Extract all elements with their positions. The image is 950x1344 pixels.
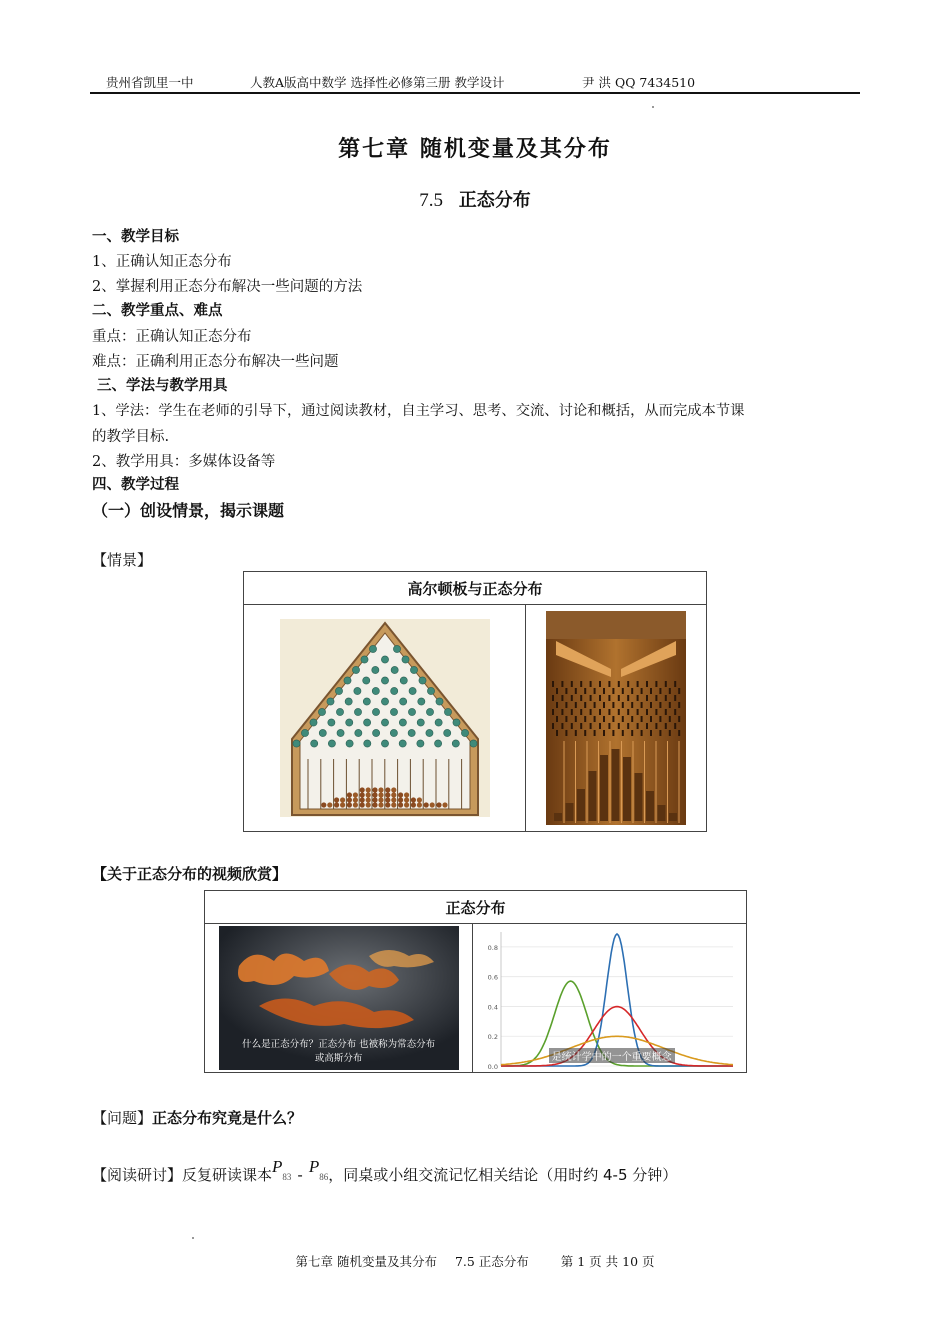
footer-section: 7.5 正态分布: [454, 1254, 529, 1269]
ball: [378, 797, 383, 802]
photo-peg: [674, 695, 676, 701]
galton-board-photo-icon: [546, 611, 686, 825]
photo-peg: [575, 702, 577, 708]
photo-peg: [594, 702, 596, 708]
peg: [416, 740, 423, 747]
photo-peg: [665, 709, 667, 715]
photo-peg: [552, 723, 554, 729]
ball: [391, 802, 396, 807]
video-subtitle-line-1: 什么是正态分布？正态分布 也被称为常态分布: [242, 1039, 436, 1050]
photo-peg: [627, 709, 629, 715]
peg: [372, 687, 379, 694]
y-tick-label: 0.6: [487, 973, 498, 982]
photo-peg: [627, 681, 629, 687]
ball: [352, 792, 357, 797]
footer-chapter: 第七章 随机变量及其分布: [295, 1254, 437, 1269]
photo-peg: [646, 681, 648, 687]
ball: [327, 802, 332, 807]
photo-peg: [674, 723, 676, 729]
photo-peg: [631, 716, 633, 722]
photo-peg: [562, 681, 564, 687]
photo-peg: [609, 695, 611, 701]
peg: [452, 740, 459, 747]
ball: [365, 802, 370, 807]
photo-peg: [618, 709, 620, 715]
page-dash: -: [297, 1166, 303, 1184]
peg: [417, 719, 424, 726]
photo-peg: [627, 695, 629, 701]
photo-peg: [584, 702, 586, 708]
ball: [372, 787, 377, 792]
question-text: 正态分布究竟是什么？: [152, 1109, 303, 1127]
peg: [399, 698, 406, 705]
ball: [404, 802, 409, 807]
ball: [442, 802, 447, 807]
photo-peg: [566, 702, 568, 708]
ball: [391, 787, 396, 792]
ball: [334, 802, 339, 807]
ball: [359, 792, 364, 797]
ball: [398, 792, 403, 797]
galton-drawing-cell: [244, 605, 526, 832]
ball: [416, 797, 421, 802]
video-figure-table: [204, 890, 747, 1073]
photo-peg: [660, 688, 662, 694]
peg: [443, 729, 450, 736]
ball: [321, 802, 326, 807]
peg: [354, 708, 361, 715]
photo-peg: [660, 716, 662, 722]
photo-peg: [580, 695, 582, 701]
peg: [327, 698, 334, 705]
photo-peg: [660, 730, 662, 736]
photo-peg: [552, 709, 554, 715]
photo-ball-stack: [589, 771, 597, 821]
peg: [435, 719, 442, 726]
y-tick-label: 0.8: [487, 943, 498, 952]
photo-peg: [603, 716, 605, 722]
photo-peg: [590, 709, 592, 715]
photo-peg: [599, 681, 601, 687]
photo-peg: [571, 681, 573, 687]
page-from: 83: [282, 1172, 292, 1182]
reading-line: [92, 1157, 678, 1185]
photo-peg: [580, 709, 582, 715]
teaching-tools: 2、教学用具：多媒体设备等: [92, 454, 276, 470]
photo-peg: [622, 702, 624, 708]
ball: [340, 797, 345, 802]
peg: [310, 740, 317, 747]
peg: [319, 729, 326, 736]
photo-peg: [646, 723, 648, 729]
photo-peg: [590, 723, 592, 729]
photo-peg: [665, 681, 667, 687]
ball: [410, 797, 415, 802]
ball: [340, 802, 345, 807]
photo-peg: [631, 688, 633, 694]
video-subtitles: [219, 1038, 459, 1066]
peg: [408, 708, 415, 715]
photo-peg: [656, 681, 658, 687]
question-line: [92, 1107, 302, 1128]
photo-peg: [674, 681, 676, 687]
photo-peg: [556, 688, 558, 694]
ball: [365, 787, 370, 792]
photo-peg: [556, 702, 558, 708]
galton-figure-table: [243, 571, 707, 832]
peg: [417, 698, 424, 705]
video-still-cell[interactable]: [205, 924, 473, 1073]
photo-peg: [641, 702, 643, 708]
photo-peg: [556, 716, 558, 722]
peg: [371, 666, 378, 673]
photo-peg: [646, 695, 648, 701]
peg: [410, 666, 417, 673]
question-label: 【问题】: [92, 1109, 153, 1127]
peg: [372, 708, 379, 715]
ball: [346, 792, 351, 797]
peg: [461, 729, 468, 736]
header-school: 贵州省凯里一中: [106, 75, 194, 90]
peg: [393, 645, 400, 652]
ball: [365, 792, 370, 797]
peg: [390, 687, 397, 694]
ball: [385, 792, 390, 797]
ball: [378, 802, 383, 807]
ball: [429, 802, 434, 807]
peg: [381, 677, 388, 684]
peg: [409, 687, 416, 694]
galton-board-drawing-icon: [280, 619, 490, 817]
peg: [470, 740, 477, 747]
ball: [398, 802, 403, 807]
photo-peg: [669, 688, 671, 694]
photo-peg: [590, 681, 592, 687]
photo-ball-stack: [566, 803, 574, 821]
photo-peg: [594, 716, 596, 722]
heading-process: 四、教学过程: [92, 476, 179, 493]
peg: [328, 740, 335, 747]
y-tick-label: 0.0: [487, 1063, 498, 1071]
photo-peg: [631, 730, 633, 736]
peg: [381, 698, 388, 705]
ball: [365, 797, 370, 802]
peg: [390, 708, 397, 715]
peg: [337, 729, 344, 736]
video-label: 【关于正态分布的视频欣赏】: [92, 865, 288, 883]
ball: [378, 792, 383, 797]
photo-peg: [678, 688, 680, 694]
peg: [344, 677, 351, 684]
photo-peg: [678, 702, 680, 708]
photo-peg: [603, 730, 605, 736]
peg: [345, 719, 352, 726]
ball: [372, 797, 377, 802]
photo-peg: [562, 723, 564, 729]
peg: [419, 677, 426, 684]
peg: [399, 719, 406, 726]
scene-label: 【情景】: [92, 551, 153, 569]
section-name: 正态分布: [458, 190, 531, 211]
peg: [402, 656, 409, 663]
reading-pre: 反复研读课本: [182, 1166, 273, 1184]
photo-peg: [656, 695, 658, 701]
reading-label: 【阅读研讨】: [92, 1166, 183, 1184]
peg: [381, 740, 388, 747]
photo-peg: [609, 681, 611, 687]
peg: [399, 740, 406, 747]
objective-2: 2、掌握利用正态分布解决一些问题的方法: [92, 279, 363, 295]
photo-peg: [571, 723, 573, 729]
photo-peg: [609, 723, 611, 729]
photo-peg: [637, 723, 639, 729]
photo-peg: [627, 723, 629, 729]
photo-peg: [613, 716, 615, 722]
photo-peg: [599, 723, 601, 729]
photo-peg: [637, 709, 639, 715]
photo-peg: [571, 695, 573, 701]
photo-ball-stack: [658, 805, 666, 821]
method-line-1: 1、学法：学生在老师的引导下，通过阅读教材，自主学习、思考、交流、讨论和概括，从而完成本节课: [92, 403, 745, 419]
y-tick-label: 0.2: [487, 1033, 498, 1042]
section-number: 7.5: [419, 190, 443, 211]
ball: [410, 802, 415, 807]
peg: [361, 656, 368, 663]
photo-peg: [618, 723, 620, 729]
page-footer: [0, 1252, 950, 1270]
ball: [385, 802, 390, 807]
photo-peg: [599, 709, 601, 715]
peg: [400, 677, 407, 684]
ball: [359, 787, 364, 792]
peg: [391, 666, 398, 673]
photo-peg: [641, 716, 643, 722]
photo-peg: [641, 688, 643, 694]
photo-peg: [590, 695, 592, 701]
ball: [372, 792, 377, 797]
ball: [404, 797, 409, 802]
photo-peg: [575, 730, 577, 736]
photo-peg: [637, 681, 639, 687]
key-point: 重点：正确认知正态分布: [92, 329, 252, 345]
peg: [381, 719, 388, 726]
peg: [310, 719, 317, 726]
video-subtitle-line-2: 或高斯分布: [314, 1053, 363, 1064]
peg: [363, 719, 370, 726]
peg: [318, 708, 325, 715]
ball: [385, 787, 390, 792]
peg: [362, 677, 369, 684]
ball: [359, 802, 364, 807]
photo-peg: [556, 730, 558, 736]
ball: [346, 802, 351, 807]
photo-peg: [584, 730, 586, 736]
photo-ball-stack: [577, 789, 585, 821]
speck: [652, 106, 654, 108]
page-symbol-2: P: [308, 1157, 320, 1176]
ball: [436, 802, 441, 807]
ball: [372, 802, 377, 807]
subheading-scene: （一）创设情景，揭示课题: [92, 501, 285, 520]
photo-peg: [660, 702, 662, 708]
peg: [301, 729, 308, 736]
peg: [434, 740, 441, 747]
photo-ball-stack: [635, 773, 643, 821]
photo-peg: [669, 702, 671, 708]
peg: [354, 729, 361, 736]
peg: [426, 708, 433, 715]
photo-ball-stack: [623, 757, 631, 821]
photo-peg: [669, 730, 671, 736]
ball: [423, 802, 428, 807]
speck: [192, 1237, 194, 1239]
page-symbol-1: P: [272, 1157, 283, 1176]
peg: [453, 719, 460, 726]
peg: [381, 656, 388, 663]
heading-objectives: 一、教学目标: [92, 228, 179, 245]
photo-peg: [669, 716, 671, 722]
photo-peg: [613, 702, 615, 708]
photo-peg: [622, 730, 624, 736]
photo-peg: [631, 702, 633, 708]
method-line-2: 的教学目标.: [92, 429, 170, 445]
photo-peg: [580, 681, 582, 687]
photo-ball-stack: [612, 749, 620, 821]
photo-ball-stack: [646, 791, 654, 821]
ball: [378, 787, 383, 792]
photo-peg: [613, 688, 615, 694]
photo-peg: [650, 716, 652, 722]
peg: [426, 729, 433, 736]
ball: [352, 797, 357, 802]
peg: [436, 698, 443, 705]
photo-peg: [599, 695, 601, 701]
photo-peg: [566, 688, 568, 694]
peg: [352, 666, 359, 673]
photo-peg: [613, 730, 615, 736]
photo-peg: [584, 688, 586, 694]
objective-1: 1、正确认知正态分布: [92, 254, 232, 270]
photo-peg: [552, 695, 554, 701]
photo-peg: [562, 709, 564, 715]
photo-peg: [637, 695, 639, 701]
photo-peg: [678, 730, 680, 736]
photo-peg: [618, 695, 620, 701]
photo-peg: [594, 730, 596, 736]
peg: [336, 708, 343, 715]
ball: [352, 802, 357, 807]
photo-ball-stack: [669, 813, 677, 821]
peg: [372, 729, 379, 736]
photo-peg: [665, 723, 667, 729]
y-tick-label: 0.4: [487, 1003, 498, 1012]
chapter-title: 第七章 随机变量及其分布: [338, 136, 612, 162]
photo-peg: [580, 723, 582, 729]
video-caption: 正态分布: [205, 891, 747, 924]
reading-post: ，同桌或小组交流记忆相关结论（用时约 4-5 分钟）: [328, 1166, 678, 1184]
peg: [444, 708, 451, 715]
peg: [345, 698, 352, 705]
photo-peg: [656, 709, 658, 715]
galton-caption: 高尔顿板与正态分布: [244, 572, 707, 605]
photo-peg: [650, 688, 652, 694]
photo-peg: [575, 716, 577, 722]
normal-chart: [479, 924, 741, 1072]
peg: [293, 740, 300, 747]
photo-peg: [618, 681, 620, 687]
peg: [363, 740, 370, 747]
ball: [385, 797, 390, 802]
ball: [391, 792, 396, 797]
photo-peg: [656, 723, 658, 729]
photo-peg: [562, 695, 564, 701]
peg: [327, 719, 334, 726]
peg: [369, 645, 376, 652]
ball: [391, 797, 396, 802]
photo-peg: [571, 709, 573, 715]
photo-peg: [650, 702, 652, 708]
photo-peg: [609, 709, 611, 715]
header-author: 尹 洪 QQ 7434510: [582, 75, 696, 90]
peg: [408, 729, 415, 736]
photo-peg: [566, 716, 568, 722]
photo-ball-stack: [600, 755, 608, 821]
difficult-point: 难点：正确利用正态分布解决一些问题: [92, 354, 339, 370]
ball: [404, 792, 409, 797]
ball: [334, 797, 339, 802]
peg: [335, 687, 342, 694]
peg: [427, 687, 434, 694]
photo-peg: [603, 702, 605, 708]
photo-peg: [665, 695, 667, 701]
peg: [346, 740, 353, 747]
heading-methods: 三、学法与教学用具: [97, 377, 228, 394]
peg: [390, 729, 397, 736]
page-header: [90, 72, 860, 94]
section-title: [0, 186, 950, 212]
ball: [398, 797, 403, 802]
photo-peg: [566, 730, 568, 736]
photo-peg: [641, 730, 643, 736]
photo-ball-stack: [554, 813, 562, 821]
header-book: 人教A版高中数学 选择性必修第三册 教学设计: [250, 75, 505, 90]
photo-peg: [622, 716, 624, 722]
photo-peg: [575, 688, 577, 694]
photo-peg: [650, 730, 652, 736]
ball: [346, 797, 351, 802]
peg: [363, 698, 370, 705]
photo-peg: [622, 688, 624, 694]
photo-peg: [678, 716, 680, 722]
page-to: 86: [319, 1172, 329, 1182]
normal-chart-cell: [473, 924, 747, 1073]
photo-peg: [594, 688, 596, 694]
peg: [353, 687, 360, 694]
ball: [359, 797, 364, 802]
photo-peg: [552, 681, 554, 687]
ball: [416, 802, 421, 807]
photo-peg: [584, 716, 586, 722]
footer-page: 第 1 页 共 10 页: [560, 1254, 655, 1269]
chart-subtitle: 是统计学中的一个重要概念: [549, 1048, 675, 1063]
photo-peg: [603, 688, 605, 694]
photo-peg: [646, 709, 648, 715]
heading-key-points: 二、教学重点、难点: [92, 302, 223, 319]
photo-peg: [674, 709, 676, 715]
galton-photo-cell: [526, 605, 707, 832]
video-still[interactable]: [219, 926, 459, 1070]
